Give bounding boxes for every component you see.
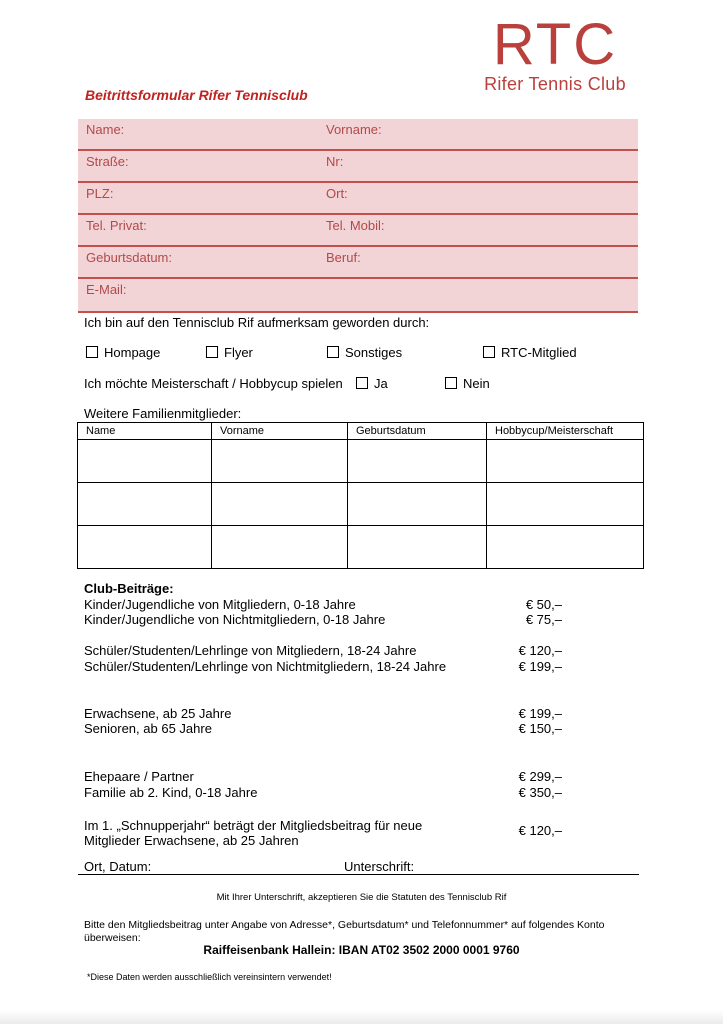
logo-rtc-text: RTC	[492, 12, 618, 77]
column-header-hobbycup: Hobbycup/Meisterschaft	[487, 423, 644, 440]
fee-amount: € 120,–	[518, 643, 562, 658]
table-header-row	[78, 423, 644, 440]
option-other-label: Sonstiges	[345, 345, 403, 360]
bank-details: Raiffeisenbank Hallein: IBAN AT02 3502 2000 0001 9760	[203, 943, 520, 957]
table-cell[interactable]	[212, 440, 348, 483]
form-row-zip[interactable]	[78, 183, 638, 215]
fee-amount: € 350,–	[518, 785, 562, 800]
personal-data-form	[78, 119, 638, 313]
form-row-name[interactable]	[78, 119, 638, 151]
table-cell[interactable]	[348, 440, 487, 483]
table-cell[interactable]	[78, 483, 212, 526]
fee-label: Schüler/Studenten/Lehrlinge von Mitgliedern, 18-24 Jahre	[84, 643, 417, 658]
phone-private-label: Tel. Privat:	[86, 218, 147, 233]
signature-label: Unterschrift:	[344, 859, 415, 874]
form-row-email[interactable]	[78, 279, 638, 313]
fee-amount: € 150,–	[518, 721, 562, 736]
column-header-firstname: Vorname	[212, 423, 348, 440]
zip-label: PLZ:	[86, 186, 114, 201]
column-header-name: Name	[78, 423, 212, 440]
option-homepage-label: Hompage	[104, 345, 161, 360]
table-cell[interactable]	[487, 526, 644, 569]
referral-question: Ich bin auf den Tennisclub Rif aufmerksam geworden durch:	[84, 315, 430, 330]
fee-amount: € 199,–	[518, 706, 562, 721]
table-cell[interactable]	[78, 526, 212, 569]
place-date-label: Ort, Datum:	[84, 859, 152, 874]
privacy-note: *Diese Daten werden ausschließlich vereinsintern verwendet!	[87, 972, 332, 982]
profession-label: Beruf:	[326, 250, 361, 265]
fee-label: Schüler/Studenten/Lehrlinge von Nichtmitgliedern, 18-24 Jahre	[84, 659, 447, 674]
table-cell[interactable]	[348, 483, 487, 526]
city-label: Ort:	[326, 186, 348, 201]
family-members-table	[77, 422, 644, 569]
phone-mobile-label: Tel. Mobil:	[326, 218, 385, 233]
fee-label: Familie ab 2. Kind, 0-18 Jahre	[84, 785, 258, 800]
option-flyer-label: Flyer	[224, 345, 253, 360]
table-cell[interactable]	[487, 440, 644, 483]
yes-label: Ja	[374, 376, 388, 391]
club-logo	[470, 14, 640, 94]
option-rtc-member-label: RTC-Mitglied	[501, 345, 577, 360]
fee-amount: € 50,–	[525, 597, 562, 612]
email-label: E-Mail:	[86, 282, 127, 297]
table-cell[interactable]	[487, 483, 644, 526]
table-row	[78, 526, 644, 569]
street-label: Straße:	[86, 154, 129, 169]
fees-heading: Club-Beiträge:	[84, 581, 174, 596]
trial-year-text: Im 1. „Schnupperjahr“ beträgt der Mitgliedsbeitrag für neue	[84, 818, 423, 833]
trial-year-amount: € 120,–	[518, 823, 562, 838]
checkbox-no[interactable]	[445, 377, 457, 389]
fee-amount: € 75,–	[525, 612, 562, 627]
table-row	[78, 483, 644, 526]
checkbox-other[interactable]	[327, 346, 339, 358]
checkbox-homepage[interactable]	[86, 346, 98, 358]
checkbox-rtc-member[interactable]	[483, 346, 495, 358]
fee-label: Kinder/Jugendliche von Mitgliedern, 0-18 Jahre	[84, 597, 356, 612]
signature-line	[78, 874, 639, 875]
fee-label: Senioren, ab 65 Jahre	[84, 721, 212, 736]
firstname-label: Vorname:	[326, 122, 382, 137]
fee-amount: € 299,–	[518, 769, 562, 784]
fee-label: Erwachsene, ab 25 Jahre	[84, 706, 232, 721]
birthdate-label: Geburtsdatum:	[86, 250, 172, 265]
family-heading: Weitere Familienmitglieder:	[84, 406, 242, 421]
page-bottom-edge	[0, 1010, 723, 1024]
fee-label: Kinder/Jugendliche von Nichtmitgliedern, 0-18 Jahre	[84, 612, 386, 627]
no-label: Nein	[463, 376, 490, 391]
form-row-street[interactable]	[78, 151, 638, 183]
form-row-phone[interactable]	[78, 215, 638, 247]
house-number-label: Nr:	[326, 154, 344, 169]
fee-label: Ehepaare / Partner	[84, 769, 194, 784]
championship-question: Ich möchte Meisterschaft / Hobbycup spielen	[84, 376, 343, 391]
logo-subtitle: Rifer Tennis Club	[484, 74, 626, 94]
fee-amount: € 199,–	[518, 659, 562, 674]
form-row-birthdate[interactable]	[78, 247, 638, 279]
checkbox-flyer[interactable]	[206, 346, 218, 358]
trial-year-text-2: Mitglieder Erwachsene, ab 25 Jahren	[84, 833, 299, 848]
transfer-instruction: Bitte den Mitgliedsbeitrag unter Angabe von Adresse*, Geburtsdatum* und Telefonnummer* auf folgendes Konto	[84, 919, 605, 931]
table-cell[interactable]	[212, 483, 348, 526]
table-cell[interactable]	[348, 526, 487, 569]
table-cell[interactable]	[78, 440, 212, 483]
form-title: Beitrittsformular Rifer Tennisclub	[85, 87, 308, 103]
checkbox-yes[interactable]	[356, 377, 368, 389]
transfer-instruction-2: überweisen:	[84, 932, 141, 944]
table-row	[78, 440, 644, 483]
table-cell[interactable]	[212, 526, 348, 569]
statutes-note: Mit Ihrer Unterschrift, akzeptieren Sie die Statuten des Tennisclub Rif	[216, 892, 507, 903]
name-label: Name:	[86, 122, 125, 137]
column-header-birthdate: Geburtsdatum	[348, 423, 487, 440]
